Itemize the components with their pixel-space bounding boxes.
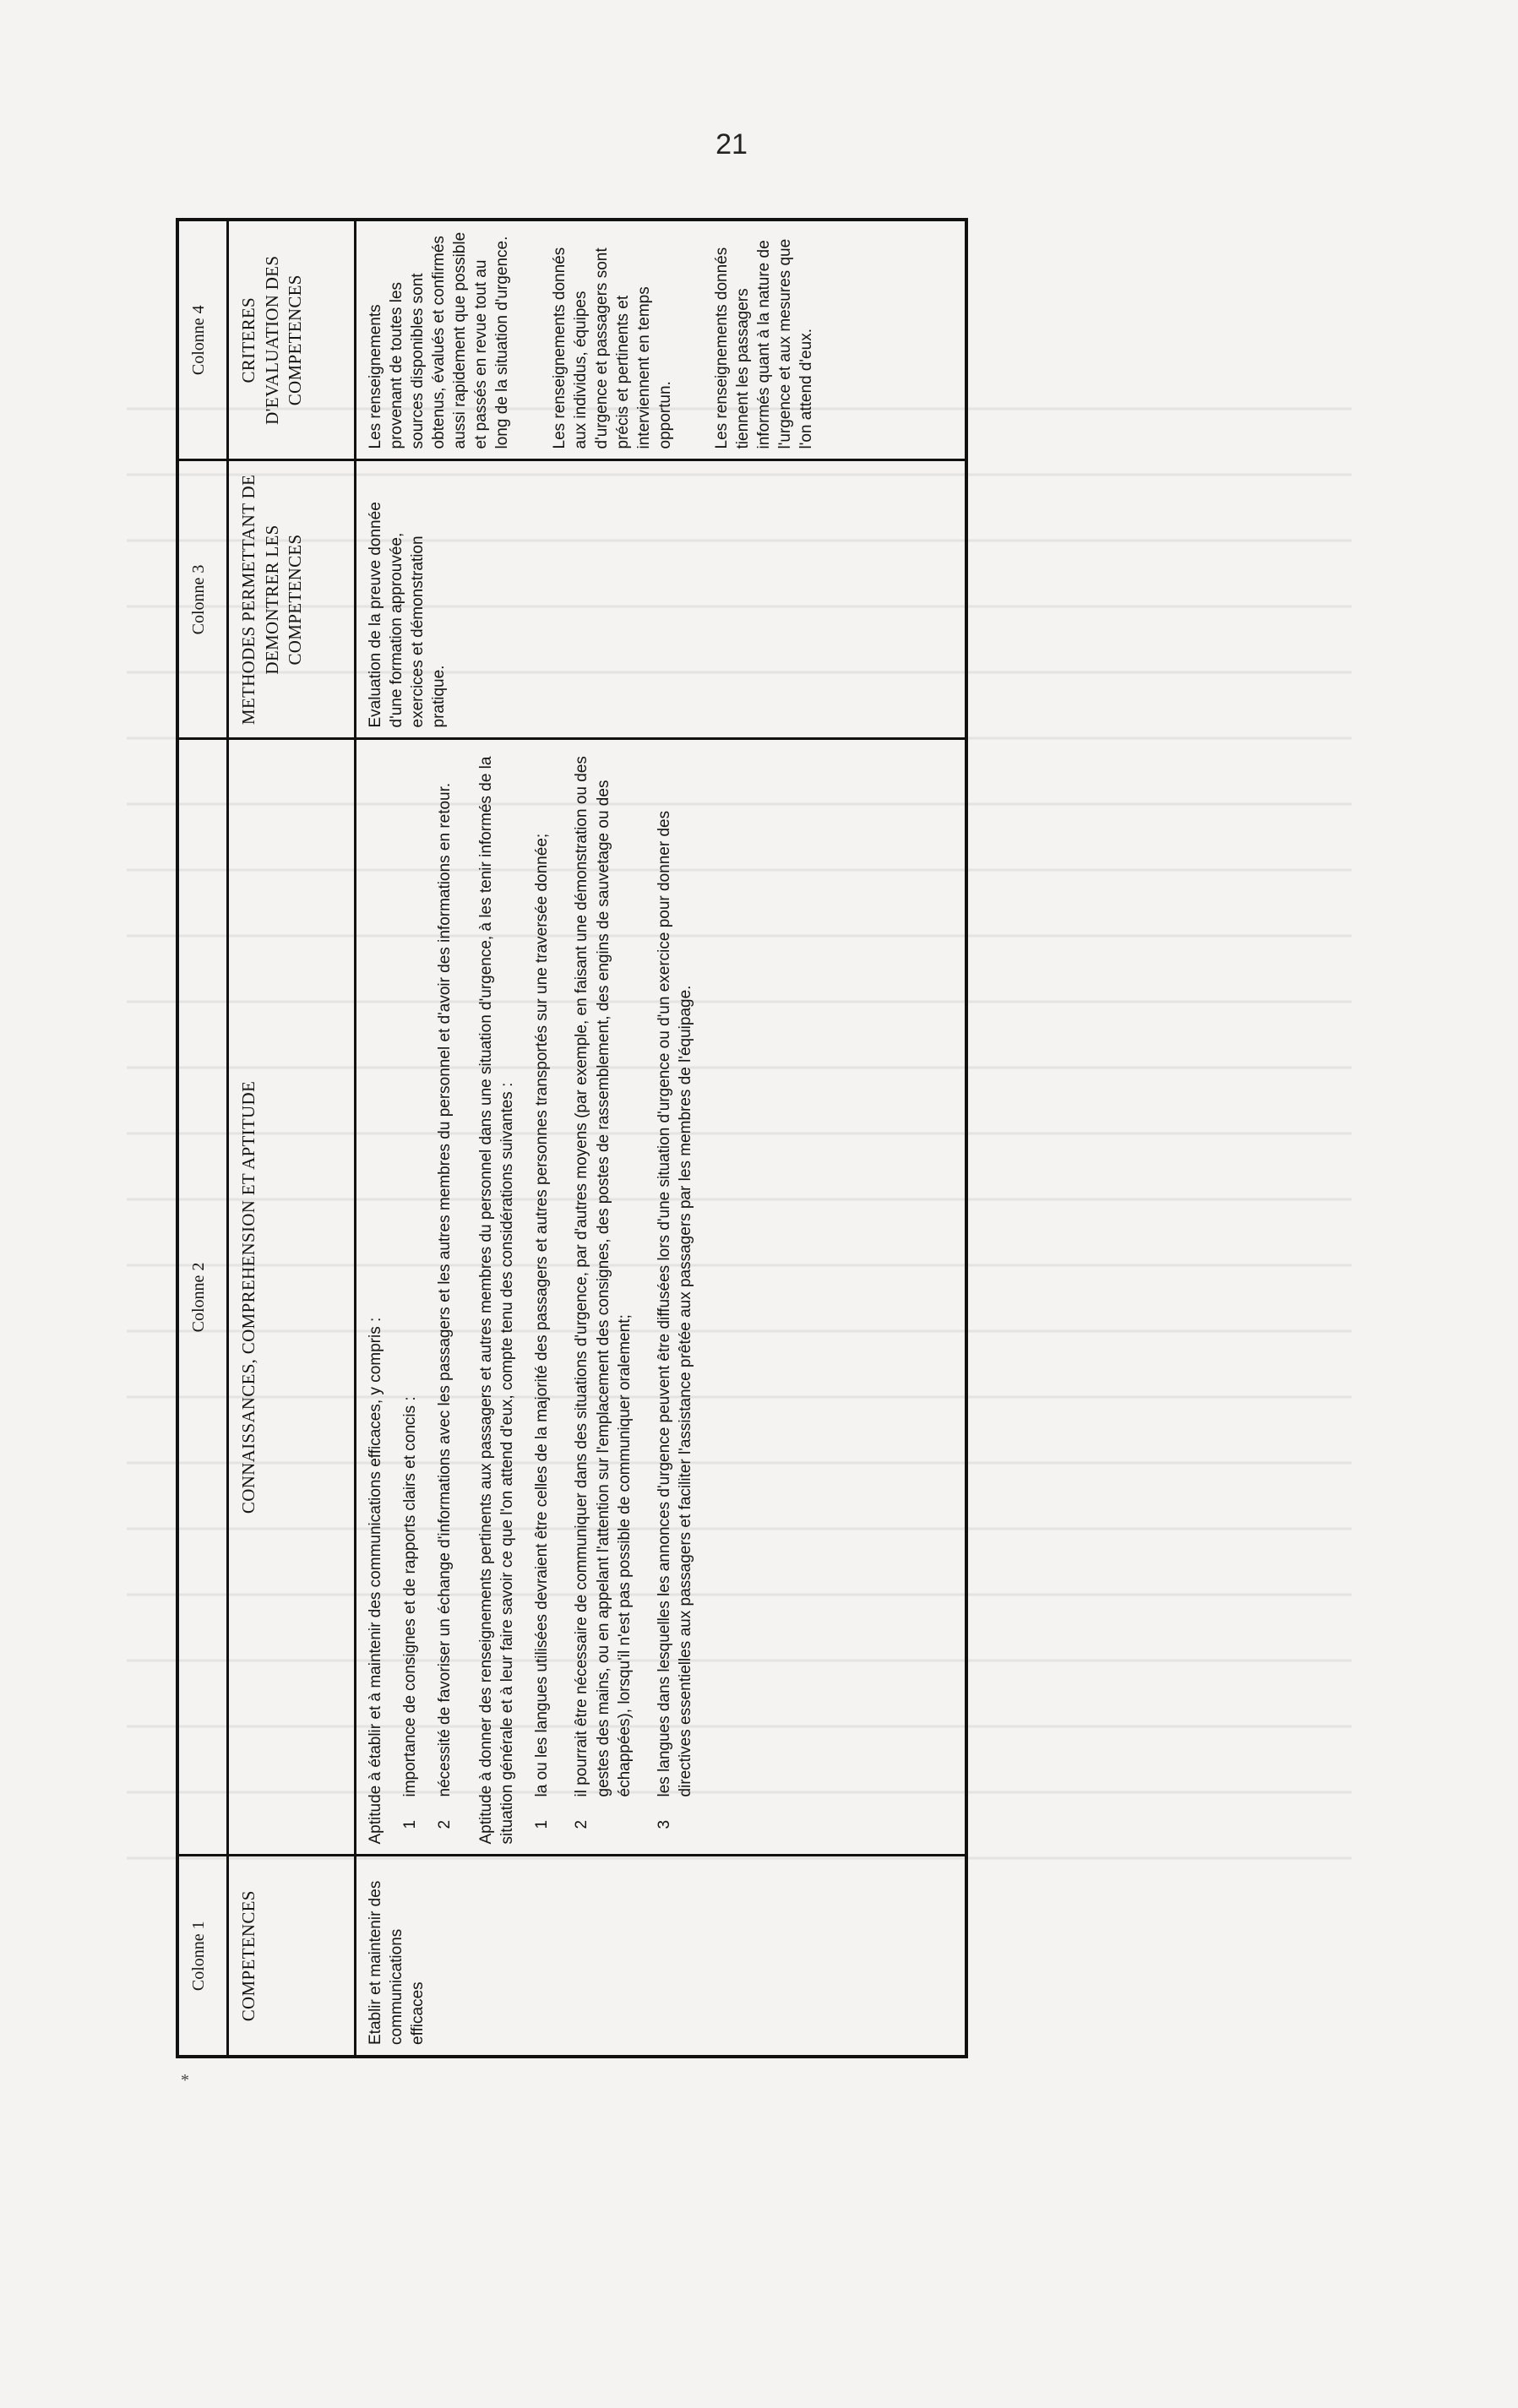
knowledge-intro-2: Aptitude à donner des renseignements pertinents aux passagers et autres membres du personnel dans une situation d'urgence, à les tenir informés de la situation générale et à leur faire savoir ce que l'on attend d'eux, compte tenu des considérations suivantes : xyxy=(477,756,517,1845)
list-item xyxy=(571,751,634,1829)
list-item-number: 3 xyxy=(655,1819,673,1829)
criteria-cell xyxy=(356,220,967,460)
list-item-text: il pourrait être nécessaire de communiquer dans des situations d'urgence, par d'autres moyens (par exemple, en faisant une démonstration ou des gestes des mains, ou en appelant l'attention sur l'emplacement des consignes, des postes de rassemblement, des engins de sauvetage ou des échappées), lorsqu'il n'est pas possible de communiquer oralement; xyxy=(573,756,634,1797)
methods-cell: Evaluation de la preuve donnée d'une formation approuvée, exercices et démonstration pratique. xyxy=(356,460,967,739)
column-number-3: Colonne 3 xyxy=(177,460,228,739)
page-number: 21 xyxy=(715,128,748,160)
competence-table xyxy=(176,218,968,2058)
column-number-1: Colonne 1 xyxy=(177,1856,228,2057)
knowledge-cell xyxy=(356,739,967,1856)
list-item-text: la ou les langues utilisées devraient être celles de la majorité des passagers et autres personnes transportés sur une traversée donnée; xyxy=(533,833,552,1797)
list-item xyxy=(400,751,421,1829)
list-item xyxy=(531,751,552,1829)
header-competences: COMPETENCES xyxy=(228,1856,356,2057)
list-item-text: les langues dans lesquelles les annonces d'urgence peuvent être diffusées lors d'une situation d'urgence ou d'un exercice pour donner des directives essentielles aux passagers et faciliter l'assistance prêtée aux passagers par les membres de l'équipage. xyxy=(655,810,694,1797)
criteria-paragraph: Les renseignements donnés aux individus, équipes d'urgence et passagers sont précis et pertinents et interviennent en temps opportun. xyxy=(550,247,674,449)
header-criteria: CRITERES D'EVALUATION DES COMPETENCES xyxy=(228,220,356,460)
column-number-row xyxy=(177,220,228,2057)
list-item-number: 2 xyxy=(573,1819,591,1829)
list-item xyxy=(654,751,696,1829)
header-knowledge: CONNAISSANCES, COMPREHENSION ET APTITUDE xyxy=(228,739,356,1856)
list-item xyxy=(434,751,455,1829)
column-number-4: Colonne 4 xyxy=(177,220,228,460)
list-item-text: nécessité de favoriser un échange d'informations avec les passagers et les autres membres du personnel et d'avoir des informations en retour. xyxy=(436,782,454,1797)
column-number-2: Colonne 2 xyxy=(177,739,228,1856)
list-item-number: 2 xyxy=(436,1819,454,1829)
footnote-mark: * xyxy=(181,2071,189,2090)
competence-cell: Etablir et maintenir des communications efficaces xyxy=(356,1856,967,2057)
criteria-paragraph: Les renseignements donnés tiennent les passagers informés quant à la nature de l'urgence et aux mesures que l'on attend d'eux. xyxy=(713,238,816,449)
knowledge-intro: Aptitude à établir et à maintenir des communications efficaces, y compris : xyxy=(367,1317,384,1845)
column-header-row xyxy=(228,220,356,2057)
criteria-paragraph: Les renseignements provenant de toutes les sources disponibles sont obtenus, évalués et confirmés aussi rapidement que possible et passés en revue tout au long de la situation d'urgence. xyxy=(367,231,512,449)
header-methods: METHODES PERMETTANT DE DEMONTRER LES COMPETENCES xyxy=(228,460,356,739)
list-item-number: 1 xyxy=(533,1819,552,1829)
table-row xyxy=(356,220,967,2057)
list-item-text: importance de consignes et de rapports clairs et concis : xyxy=(401,1396,420,1797)
rotated-table-container xyxy=(176,221,968,2058)
list-item-number: 1 xyxy=(401,1819,420,1829)
